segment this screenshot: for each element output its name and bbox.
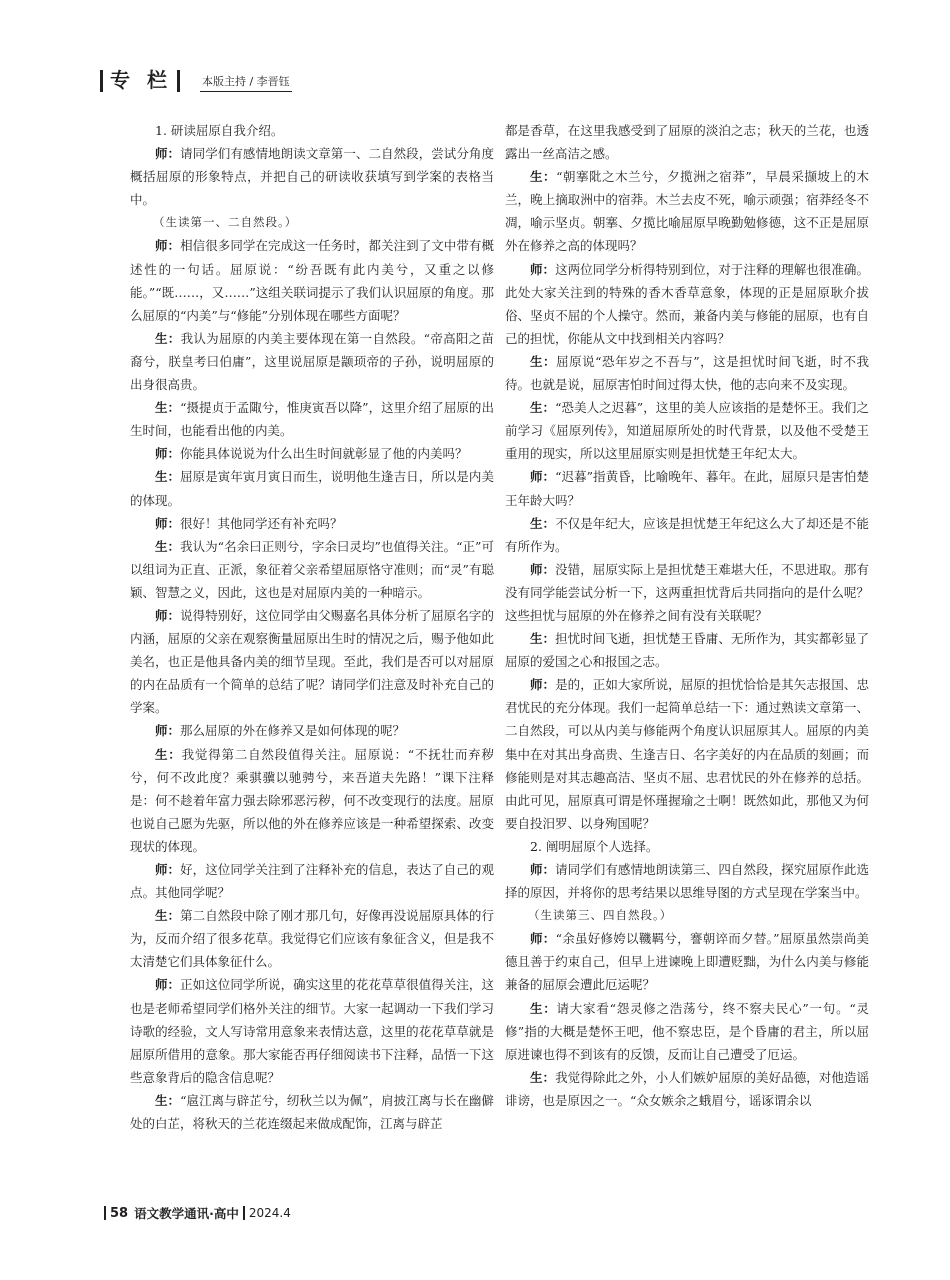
dialogue-paragraph bbox=[130, 512, 494, 535]
speaker-label: 师： bbox=[530, 261, 556, 277]
dialogue-paragraph bbox=[505, 858, 869, 904]
dialogue-paragraph bbox=[130, 396, 494, 442]
header-bar-right bbox=[177, 70, 180, 92]
footer-bar bbox=[104, 1206, 106, 1220]
page-number: 58 bbox=[110, 1205, 129, 1221]
paragraph-text: 这两位同学分析得特别到位，对于注释的理解也很准确。此处大家关注到的特殊的香木香草意象，体现的正是屈原耿介拔俗、坚贞不屈的个人操守。然而，兼备内美与修能的屈原，也有自己的担忧，你能从文中找到相关内容吗？ bbox=[505, 261, 869, 346]
paragraph-text: 请同学们有感情地朗读文章第一、二自然段，尝试分角度概括屈原的形象特点，并把自己的研读收获填写到学案的表格当中。 bbox=[130, 146, 494, 208]
dialogue-paragraph bbox=[130, 442, 494, 465]
speaker-label: 生： bbox=[530, 400, 556, 416]
issue-date: 2024.4 bbox=[248, 1206, 291, 1220]
dialogue-paragraph bbox=[130, 973, 494, 1088]
dialogue-paragraph bbox=[505, 465, 869, 511]
paragraph-text: 那么屈原的外在修养又是如何体现的呢？ bbox=[180, 723, 406, 739]
paragraph-text: 第二自然段中除了刚才那几句，好像再没说屈原具体的行为，反而介绍了很多花草。我觉得它们应该有象征含义，但是我不太清楚它们具体象征什么。 bbox=[130, 908, 494, 970]
speaker-label: 生： bbox=[155, 746, 182, 762]
paragraph-text: 正如这位同学所说，确实这里的花花草草很值得关注，这也是老师希望同学们格外关注的细节。大家一起调动一下我们学习诗歌的经验，文人写诗常用意象来表情达意，这里的花花草草就是屈原所借用的意象。那大家能否再仔细阅读书下注释，品悟一下这些意象背后的隐含信息呢？ bbox=[130, 977, 494, 1085]
host-credit: 本版主持 / 李晋钰 bbox=[200, 75, 292, 92]
paragraph-text: “余虽好修姱以鞿羁兮，謇朝谇而夕替。”屈原虽然崇尚美德且善于约束自己，但早上进谏晚上即遭贬黜，为什么内美与修能兼备的屈原会遭此厄运呢？ bbox=[505, 931, 869, 993]
stage-note: （生读第三、四自然段。） bbox=[528, 908, 673, 923]
dialogue-paragraph bbox=[130, 604, 494, 719]
continued-paragraph: 都是香草，在这里我感受到了屈原的淡泊之志；秋天的兰花，也透露出一丝高洁之感。 bbox=[505, 123, 869, 162]
column-name: 专 栏 bbox=[110, 68, 172, 92]
speaker-label: 师： bbox=[155, 862, 181, 877]
speaker-label: 师： bbox=[155, 607, 181, 623]
dialogue-paragraph bbox=[130, 327, 494, 396]
speaker-label: 师： bbox=[155, 238, 181, 254]
dialogue-paragraph bbox=[130, 904, 494, 973]
dialogue-paragraph bbox=[130, 1089, 494, 1135]
paragraph-text: 是的，正如大家所说，屈原的担忧恰恰是其矢志报国、忠君忧民的充分体现。我们一起简单总结一下：通过熟读文章第一、二自然段，可以从内美与修能两个角度认识屈原其人。屈原的内美集中在对其出身高贵、生逢吉日、名字美好的内在品质的刻画；而修能则是对其志趣高洁、坚贞不屈、忠君忧民的外在修养的总括。由此可见，屈原真可谓是怀瑾握瑜之士啊！既然如此，那他又为何要自投汨罗、以身殉国呢？ bbox=[505, 677, 869, 831]
paragraph-text: 我认为“名余曰正则兮，字余曰灵均”也值得关注。“正”可以组词为正直、正派，象征着父亲希望屈原恪守准则；而“灵”有聪颖、智慧之义，因此，这也是对屈原内美的一种暗示。 bbox=[130, 538, 494, 600]
speaker-label: 师： bbox=[530, 677, 556, 693]
dialogue-paragraph bbox=[130, 234, 494, 326]
section-heading: 1. 研读屈原自我介绍。 bbox=[155, 123, 284, 138]
speaker-label: 生： bbox=[530, 1069, 556, 1085]
speaker-label: 生： bbox=[155, 330, 181, 346]
speaker-label: 生： bbox=[530, 169, 557, 185]
paragraph-text: 请大家看“怨灵修之浩荡兮，终不察夫民心”一句。“灵修”指的大概是楚怀王吧，他不察忠臣，是个昏庸的君主，所以屈原进谏也得不到该有的反馈，反而让自己遭受了厄运。 bbox=[505, 1000, 869, 1062]
speaker-label: 生： bbox=[155, 400, 181, 416]
right-column bbox=[505, 119, 869, 1112]
speaker-label: 师： bbox=[530, 862, 556, 877]
dialogue-paragraph bbox=[130, 743, 494, 858]
speaker-label: 生： bbox=[155, 469, 181, 485]
dialogue-paragraph bbox=[505, 558, 869, 627]
speaker-label: 师： bbox=[155, 977, 181, 993]
dialogue-paragraph bbox=[505, 997, 869, 1066]
paragraph-text: “扈江离与辟芷兮，纫秋兰以为佩”，肩披江离与长在幽僻处的白芷，将秋天的兰花连缀起来做成配饰，江离与辟芷 bbox=[130, 1092, 494, 1132]
speaker-label: 师： bbox=[530, 561, 556, 577]
footer-separator bbox=[243, 1206, 245, 1220]
speaker-label: 师： bbox=[530, 469, 556, 485]
dialogue-paragraph bbox=[505, 165, 869, 257]
paragraph-text: 我觉得除此之外，小人们嫉妒屈原的美好品德，对他造谣诽谤，也是原因之一。“众女嫉余之蛾眉兮，谣诼谓余以 bbox=[505, 1069, 869, 1108]
paragraph-text: 说得特别好，这位同学由父赐嘉名具体分析了屈原名字的内涵，屈原的父亲在观察衡量屈原出生时的情况之后，赐予他如此美名，也正是他具备内美的细节呈现。至此，我们是否可以对屈原的内在品质有一个简单的总结了呢？请同学们注意及时补充自己的学案。 bbox=[130, 607, 494, 716]
speaker-label: 生： bbox=[155, 908, 181, 924]
speaker-label: 师： bbox=[155, 146, 181, 162]
dialogue-paragraph bbox=[130, 535, 494, 604]
paragraph-text: 很好！其他同学还有补充吗？ bbox=[180, 515, 343, 531]
dialogue-paragraph bbox=[505, 350, 869, 396]
speaker-label: 生： bbox=[530, 515, 556, 531]
speaker-label: 师： bbox=[155, 446, 181, 462]
left-column bbox=[130, 119, 494, 1135]
paragraph-text: “朝搴阰之木兰兮，夕揽洲之宿莽”，早晨采撷坡上的木兰，晚上摘取洲中的宿莽。木兰去皮不死，喻示顽强；宿莽经冬不凋，喻示坚贞。朝搴、夕揽比喻屈原早晚勤勉修德，这不正是屈原外在修养之高的体现吗？ bbox=[505, 169, 869, 254]
paragraph-text: 担忧时间飞逝，担忧楚王昏庸、无所作为，其实都彰显了屈原的爱国之心和报国之志。 bbox=[505, 631, 869, 670]
paragraph-text: “迟暮”指黄昏，比喻晚年、暮年。在此，屈原只是害怕楚王年龄大吗？ bbox=[505, 469, 869, 508]
column-header bbox=[100, 62, 292, 92]
speaker-label: 师： bbox=[155, 515, 181, 531]
paragraph-text: “恐美人之迟暮”，这里的美人应该指的是楚怀王。我们之前学习《屈原列传》，知道屈原所处的时代背景，以及他不受楚王重用的现实，所以这里屈原实则是担忧楚王年纪太大。 bbox=[505, 400, 869, 462]
dialogue-paragraph bbox=[130, 858, 494, 904]
journal-title: 语文教学通讯·高中 bbox=[134, 1206, 239, 1221]
stage-note: （生读第一、二自然段。） bbox=[153, 215, 298, 230]
dialogue-paragraph bbox=[505, 627, 869, 673]
paragraph-text: 我觉得第二自然段值得关注。屈原说：“不抚壮而弃秽兮，何不改此度？乘骐骥以驰骋兮，来吾道夫先路！”课下注释是：何不趁着年富力强去除邪恶污秽，何不改变现行的法度。屈原也说自己愿为先驱，所以他的外在修养应该是一种希望探索、改变现状的体现。 bbox=[130, 746, 494, 854]
paragraph-text: 没错，屈原实际上是担忧楚王难堪大任，不思进取。那有没有同学能尝试分析一下，这两重担忧背后共同指向的是什么呢？这些担忧与屈原的外在修养之间有没有关联呢？ bbox=[505, 561, 869, 623]
section-heading: 2. 阐明屈原个人选择。 bbox=[530, 838, 659, 854]
page-footer bbox=[100, 1204, 291, 1222]
paragraph-text: 相信很多同学在完成这一任务时，都关注到了文中带有概述性的一句话。屈原说：“纷吾既有此内美兮，又重之以修能。”“既……，又……”这组关联词提示了我们认识屈原的角度。那么屈原的“内美”与“修能”分别体现在哪些方面呢？ bbox=[130, 238, 494, 323]
dialogue-paragraph bbox=[505, 927, 869, 996]
paragraph-text: 请同学们有感情地朗读第三、四自然段，探究屈原作此选择的原因，并将你的思考结果以思维导图的方式呈现在学案当中。 bbox=[505, 862, 869, 901]
speaker-label: 师： bbox=[155, 723, 181, 739]
paragraph-text: 屈原是寅年寅月寅日而生，说明他生逢吉日，所以是内美的体现。 bbox=[130, 469, 494, 508]
paragraph-text: “摄提贞于孟陬兮，惟庚寅吾以降”，这里介绍了屈原的出生时间，也能看出他的内美。 bbox=[130, 400, 494, 439]
paragraph-text: 屈原说“恐年岁之不吾与”，这是担忧时间飞逝，时不我待。也就是说，屈原害怕时间过得太快，他的志向来不及实现。 bbox=[505, 353, 869, 393]
dialogue-paragraph bbox=[505, 673, 869, 835]
speaker-label: 生： bbox=[530, 1000, 557, 1016]
speaker-label: 生： bbox=[155, 1092, 181, 1108]
paragraph-text: 我认为屈原的内美主要体现在第一自然段。“帝高阳之苗裔兮，朕皇考曰伯庸”，这里说屈原是颛顼帝的子孙，说明屈原的出身很高贵。 bbox=[130, 330, 494, 393]
dialogue-paragraph bbox=[505, 1066, 869, 1112]
speaker-label: 生： bbox=[530, 631, 556, 647]
dialogue-paragraph bbox=[505, 258, 869, 350]
paragraph-text: 不仅是年纪大，应该是担忧楚王年纪这么大了却还是不能有所作为。 bbox=[505, 515, 869, 554]
dialogue-paragraph bbox=[505, 512, 869, 558]
paragraph-text: 好，这位同学关注到了注释补充的信息，表达了自己的观点。其他同学呢？ bbox=[130, 862, 494, 901]
speaker-label: 生： bbox=[530, 353, 557, 369]
speaker-label: 生： bbox=[155, 538, 181, 554]
paragraph-text: 你能具体说说为什么出生时间就彰显了他的内美吗？ bbox=[180, 446, 468, 462]
dialogue-paragraph bbox=[130, 142, 494, 211]
dialogue-paragraph bbox=[130, 719, 494, 742]
speaker-label: 师： bbox=[530, 931, 556, 947]
dialogue-paragraph bbox=[130, 465, 494, 511]
dialogue-paragraph bbox=[505, 396, 869, 465]
